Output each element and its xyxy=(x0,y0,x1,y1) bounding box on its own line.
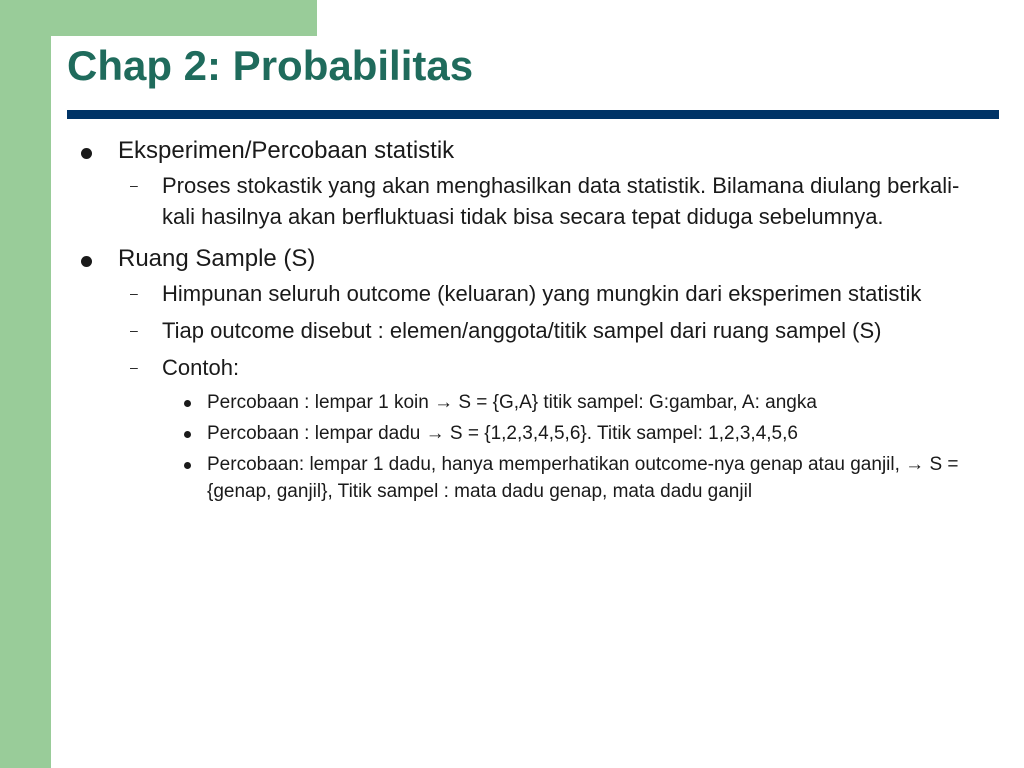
example-koin: Percobaan : lempar 1 koin → S = {G,A} titik sampel: G:gambar, A: angka xyxy=(80,389,990,416)
sub-bullet-tiap-outcome xyxy=(80,315,990,346)
top-accent-bar xyxy=(51,0,317,36)
sub-bullet-text: Tiap outcome disebut : elemen/anggota/titik sampel dari ruang sampel (S) xyxy=(162,318,882,343)
sub-bullet-contoh xyxy=(80,352,990,383)
bullet-ruang-sample: Ruang Sample (S) xyxy=(80,244,990,274)
dash-marker: – xyxy=(130,359,138,375)
dash-marker: – xyxy=(130,177,138,193)
sub-bullet-text: Contoh: xyxy=(162,355,240,380)
sub-bullet-text: Himpunan seluruh outcome (keluaran) yang mungkin dari eksperimen statistik xyxy=(162,281,922,306)
bullet-eksperimen: Eksperimen/Percobaan statistik xyxy=(80,136,990,166)
sub-bullet-text: Proses stokastik yang akan menghasilkan data statistik. Bilamana diulang berkali-kali hasilnya akan berfluktuasi tidak bisa secara tepat diduga sebelumnya. xyxy=(162,173,960,229)
left-accent-bar xyxy=(0,0,51,768)
sub-bullet-proses xyxy=(80,170,990,232)
dash-marker: – xyxy=(130,322,138,338)
title-divider xyxy=(67,110,999,119)
slide-title: Chap 2: Probabilitas xyxy=(67,42,474,89)
dash-marker: – xyxy=(130,285,138,301)
sub-bullet-himpunan xyxy=(80,278,990,309)
slide-body xyxy=(80,136,990,509)
example-genap-ganjil: Percobaan: lempar 1 dadu, hanya memperhatikan outcome-nya genap atau ganjil, → S = {genap, ganjil}, Titik sampel : mata dadu genap, mata dadu ganjil xyxy=(80,451,990,505)
example-dadu: Percobaan : lempar dadu → S = {1,2,3,4,5,6}. Titik sampel: 1,2,3,4,5,6 xyxy=(80,420,990,447)
